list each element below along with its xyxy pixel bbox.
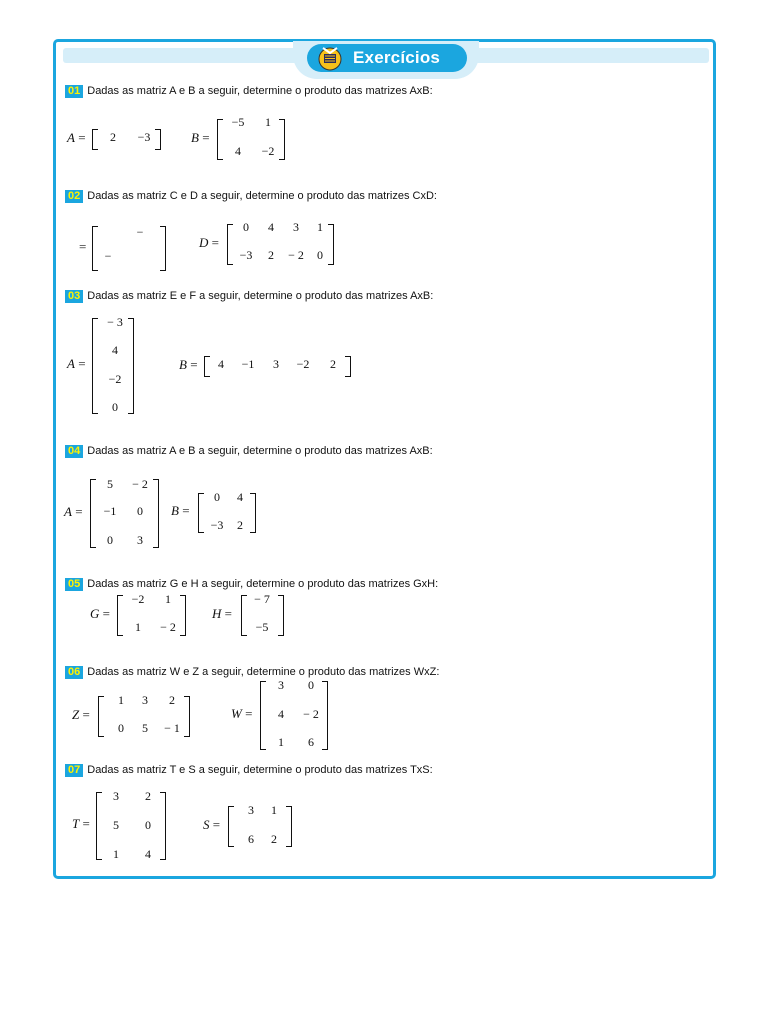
matrix-cell: −2 (131, 592, 145, 606)
right-bracket (279, 119, 285, 160)
matrix-name: B (171, 503, 179, 518)
matrix-cell: 0 (243, 220, 249, 234)
question-1 (65, 84, 433, 98)
matrix-cell: 5 (107, 477, 113, 491)
matrix-cell: −2 (296, 357, 310, 371)
matrix-cell: − 2 (132, 477, 148, 491)
matrix-cell: −1 (241, 357, 255, 371)
right-bracket (322, 681, 328, 750)
matrix-label: B = (191, 129, 210, 145)
question-text: Dadas as matriz A e B a seguir, determine o produto das matrizes AxB: (87, 85, 433, 97)
right-bracket (345, 356, 351, 377)
question-4 (65, 444, 433, 458)
left-bracket (92, 226, 98, 271)
left-bracket (98, 696, 104, 737)
matrix-name: H (212, 605, 222, 621)
right-bracket (155, 129, 161, 150)
matrix-cell: 0 (118, 721, 124, 735)
matrix-name: A (64, 503, 72, 519)
matrix-name: A (67, 356, 75, 371)
matrix-cell: 1 (271, 803, 277, 817)
left-bracket (92, 129, 98, 150)
matrix-label: S = (203, 816, 221, 832)
matrix-cell: 1 (317, 220, 323, 234)
left-bracket (117, 595, 123, 636)
matrix-cell: 2 (268, 248, 274, 262)
right-bracket (250, 493, 256, 533)
matrix-cell: 4 (218, 357, 224, 371)
matrix-label: T = (72, 816, 90, 831)
matrix-cell: 0 (145, 818, 151, 832)
matrix-name: A (67, 129, 75, 145)
header-tab (307, 44, 467, 72)
left-bracket (96, 792, 102, 860)
matrix-cell: 1 (265, 115, 271, 129)
matrix-cell: −1 (103, 504, 117, 518)
matrix-name: Z (72, 706, 80, 722)
matrix-cell: 4 (235, 144, 241, 158)
left-bracket (241, 595, 247, 636)
right-bracket (286, 806, 292, 847)
matrix-name: B (191, 129, 199, 145)
right-bracket (160, 792, 166, 860)
question-number: 07 (65, 764, 83, 777)
matrix-name: T (72, 816, 80, 831)
matrix-cell: 4 (145, 847, 151, 861)
matrix-label: G = (90, 605, 110, 621)
matrix-cell: 3 (278, 678, 284, 692)
right-bracket (160, 226, 166, 271)
left-bracket (90, 479, 96, 548)
matrix-cell: 0 (317, 248, 323, 262)
question-number: 03 (65, 290, 83, 303)
matrix-cell: 0 (137, 504, 143, 518)
question-number: 06 (65, 666, 83, 679)
question-7 (65, 763, 433, 777)
matrix-cell: −5 (231, 115, 245, 129)
left-bracket (260, 681, 266, 750)
matrix-cell: − 2 (303, 707, 319, 721)
question-6 (65, 665, 439, 679)
matrix-cell: 1 (165, 592, 171, 606)
matrix-cell: − 2 (160, 620, 176, 634)
matrix-name: G (90, 605, 100, 621)
matrix-cell: − 1 (164, 721, 180, 735)
matrix-cell: 2 (169, 693, 175, 707)
matrix-cell: 2 (237, 518, 243, 532)
matrix-cell: 4 (268, 220, 274, 234)
matrix-name: S (203, 816, 210, 832)
matrix-cell: − 3 (107, 315, 123, 329)
question-number: 04 (65, 445, 83, 458)
matrix-cell: 2 (330, 357, 336, 371)
matrix-label: A = (67, 356, 86, 371)
question-5 (65, 577, 438, 591)
matrix-cell: 3 (248, 803, 254, 817)
matrix-cell: 3 (137, 533, 143, 547)
matrix-cell: −5 (255, 620, 269, 634)
matrix-label: H = (212, 605, 232, 621)
question-number: 02 (65, 190, 83, 203)
left-bracket (204, 356, 210, 377)
right-bracket (128, 318, 134, 414)
question-text: Dadas as matriz T e S a seguir, determine o produto das matrizes TxS: (87, 764, 433, 776)
matrix-cell: −3 (137, 130, 151, 144)
matrix-cell: 5 (142, 721, 148, 735)
matrix-label: A = (64, 503, 83, 519)
matrix-label: B = (179, 356, 198, 372)
matrix-cell: 3 (113, 789, 119, 803)
matrix-cell: 1 (278, 735, 284, 749)
left-bracket (227, 224, 233, 265)
matrix-cell: 4 (278, 707, 284, 721)
right-bracket (153, 479, 159, 548)
matrix-cell: 0 (112, 400, 118, 414)
matrix-cell: 0 (308, 678, 314, 692)
matrix-cell: 1 (113, 847, 119, 861)
matrix-cell: − 7 (254, 592, 270, 606)
right-bracket (184, 696, 190, 737)
exercise-frame (53, 39, 716, 879)
left-bracket (198, 493, 204, 533)
matrix-cell: 5 (113, 818, 119, 832)
book-icon (317, 45, 343, 71)
matrix-cell: 1 (118, 693, 124, 707)
question-2 (65, 189, 437, 203)
left-bracket (217, 119, 223, 160)
right-bracket (328, 224, 334, 265)
matrix-label: A = (67, 129, 86, 145)
matrix-cell: 6 (248, 832, 254, 846)
matrix-cell: 0 (107, 533, 113, 547)
matrix-cell: 3 (142, 693, 148, 707)
matrix-cell: 3 (273, 357, 279, 371)
matrix-name: W (231, 705, 242, 721)
question-text: Dadas as matriz A e B a seguir, determine o produto das matrizes AxB: (87, 445, 433, 457)
matrix-cell: 0 (214, 490, 220, 504)
matrix-name: D (199, 234, 209, 250)
question-text: Dadas as matriz G e H a seguir, determine o produto das matrizes GxH: (87, 578, 439, 590)
matrix-cell: 4 (237, 490, 243, 504)
left-bracket (92, 318, 98, 414)
matrix-name: B (179, 356, 187, 372)
question-text: Dadas as matriz C e D a seguir, determine o produto das matrizes CxD: (87, 190, 437, 202)
matrix-cell: − 2 (288, 248, 304, 262)
question-number: 05 (65, 578, 83, 591)
page-title: Exercícios (353, 48, 441, 67)
matrix-cell: 6 (308, 735, 314, 749)
matrix-label: B = (171, 503, 190, 518)
matrix-cell: −3 (239, 248, 253, 262)
matrix-cell: 1 (135, 620, 141, 634)
matrix-cell: − (136, 225, 144, 239)
matrix-label: D = (199, 234, 219, 250)
matrix-label: W = (231, 705, 253, 721)
matrix-cell: 2 (110, 130, 116, 144)
right-bracket (278, 595, 284, 636)
matrix-cell: 2 (145, 789, 151, 803)
left-bracket (228, 806, 234, 847)
matrix-cell: 4 (112, 343, 118, 357)
question-3 (65, 289, 433, 303)
right-bracket (180, 595, 186, 636)
question-text: Dadas as matriz E e F a seguir, determine o produto das matrizes AxB: (87, 290, 434, 302)
matrix-cell: 3 (293, 220, 299, 234)
matrix-cell: −2 (108, 372, 122, 386)
matrix-label: Z = (72, 706, 90, 722)
matrix-cell: 2 (271, 832, 277, 846)
matrix-label: = (79, 238, 87, 254)
matrix-cell: −3 (210, 518, 224, 532)
matrix-cell: − (104, 249, 112, 263)
question-text: Dadas as matriz W e Z a seguir, determine o produto das matrizes WxZ: (87, 666, 440, 678)
question-number: 01 (65, 85, 83, 98)
matrix-cell: −2 (261, 144, 275, 158)
